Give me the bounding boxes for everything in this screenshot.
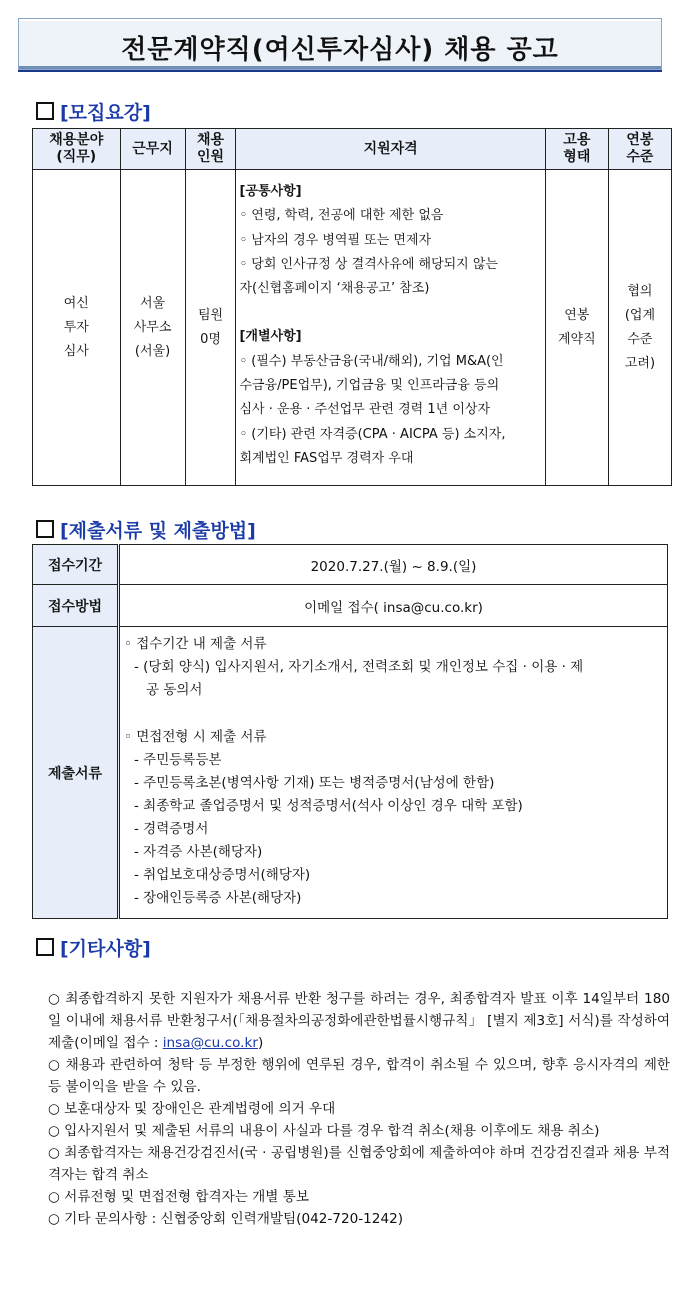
checkbox-square-icon <box>36 520 54 538</box>
cell-line: 형태 <box>563 149 591 165</box>
cell-line: 근무지 <box>132 140 173 157</box>
cell-line: (업계 <box>624 307 656 323</box>
docs-item: - 장애인등록증 사본(해당자) <box>134 890 302 906</box>
section-heading-text: [모집요강] <box>60 102 151 124</box>
section-heading-other <box>36 934 151 961</box>
cell-salary <box>608 170 671 486</box>
header-count <box>185 129 236 170</box>
header-location <box>120 129 185 170</box>
qualification-line: ◦ 당회 인사규정 상 결격사유에 해당되지 않는 <box>239 256 498 272</box>
cell-line: 수준 <box>626 149 654 165</box>
docs-item: - 주민등록등본 <box>134 752 222 768</box>
docs-item: - 주민등록초본(병역사항 기재) 또는 병적증명서(남성에 한함) <box>134 775 495 791</box>
docs-label: 제출서류 <box>33 627 119 919</box>
section-heading-recruitment <box>36 98 151 125</box>
checkbox-square-icon <box>36 938 54 956</box>
qualification-line: ◦ 남자의 경우 병역필 또는 면제자 <box>239 232 432 248</box>
note-item: ○ 최종합격자는 채용건강검진서(국 · 공립병원)를 신협중앙회에 제출하여야 하며 건강검진결과 채용 부적격자는 합격 취소 <box>48 1145 670 1183</box>
docs-item: - (당회 양식) 입사지원서, 자기소개서, 전력조회 및 개인정보 수집 · 이용 · 제 <box>134 659 584 675</box>
cell-line: 0명 <box>200 331 221 347</box>
cell-line: 지원자격 <box>363 140 418 157</box>
page-title: 전문계약직(여신투자심사) 채용 공고 <box>121 35 559 65</box>
cell-line: 채용분야 <box>49 132 104 148</box>
docs-group-title: ◦ 접수기간 내 제출 서류 <box>124 636 267 652</box>
title-banner <box>18 18 662 70</box>
docs-item: - 자격증 사본(해당자) <box>134 844 263 860</box>
cell-line: 팀원 <box>197 307 224 323</box>
cell-line: 수준 <box>627 331 653 347</box>
header-employment <box>545 129 608 170</box>
section-heading-documents <box>36 516 256 543</box>
cell-line: (직무) <box>56 149 97 165</box>
header-qualification <box>236 129 545 170</box>
docs-item: 공 동의서 <box>146 682 203 698</box>
cell-line: 계약직 <box>557 331 596 347</box>
note-text: ○ 최종합격하지 못한 지원자가 채용서류 반환 청구를 하려는 경우, 최종합격자 발표 이후 14일부터 180일 이내에 채용서류 반환청구서(「채용절차의공정화에관한법률시행규칙」 [별지 제3호] 서식)를 작성하여 제출(이메일 접수 : <box>48 991 670 1051</box>
documents-table <box>32 544 668 919</box>
qualification-line: ◦ (필수) 부동산금융(국내/해외), 기업 M&A(인 <box>239 353 504 369</box>
table-row <box>33 170 672 486</box>
cell-line: 인원 <box>197 149 225 165</box>
method-label: 접수방법 <box>33 585 119 627</box>
cell-line: 사무소 <box>133 319 172 335</box>
cell-line: 연봉 <box>626 132 654 148</box>
qualification-line: 회계법인 FAS업무 경력자 우대 <box>239 450 414 466</box>
note-item <box>48 988 670 1054</box>
docs-list <box>119 627 668 919</box>
common-title: [공통사항] <box>239 184 302 199</box>
section-heading-text: [기타사항] <box>60 938 151 960</box>
title-underline <box>18 70 662 72</box>
other-notes <box>48 988 670 1230</box>
spacer <box>239 301 542 325</box>
header-salary <box>608 129 671 170</box>
cell-qualification <box>236 170 545 486</box>
qualification-line: 수금융/PE업무), 기업금융 및 인프라금융 등의 <box>239 378 500 394</box>
cell-line: 연봉 <box>564 307 590 323</box>
qualification-line: 자(신협홈페이지 ‘채용공고’ 참조) <box>239 281 430 297</box>
docs-group-title: ◦ 면접전형 시 제출 서류 <box>124 729 267 745</box>
qualification-line: ◦ 연령, 학력, 전공에 대한 제한 없음 <box>239 208 444 224</box>
docs-item: - 경력증명서 <box>134 821 209 837</box>
cell-line: 협의 <box>627 283 653 299</box>
cell-line: 투자 <box>63 319 89 335</box>
cell-line: 고려) <box>624 355 656 371</box>
qualification-line: 심사 · 운용 · 주선업무 관련 경력 1년 이상자 <box>239 402 491 418</box>
cell-line: 고용 <box>563 132 591 148</box>
cell-employment <box>545 170 608 486</box>
docs-item: - 최종학교 졸업증명서 및 성적증명서(석사 이상인 경우 대학 포함) <box>134 798 523 814</box>
table-row <box>33 585 668 627</box>
note-list <box>48 1054 670 1230</box>
cell-line: (서울) <box>134 343 171 359</box>
note-item: ○ 기타 문의사항 : 신협중앙회 인력개발팀(042-720-1242) <box>48 1211 404 1227</box>
cell-line: 여신 <box>63 295 89 311</box>
section-heading-text: [제출서류 및 제출방법] <box>60 520 256 542</box>
note-item: ○ 입사지원서 및 제출된 서류의 내용이 사실과 다를 경우 합격 취소(채용 이후에도 채용 취소) <box>48 1123 600 1139</box>
note-item: ○ 채용과 관련하여 청탁 등 부정한 행위에 연루된 경우, 합격이 취소될 수 있으며, 향후 응시자격의 제한 등 불이익을 받을 수 있음. <box>48 1057 670 1095</box>
cell-line: 서울 <box>139 295 166 311</box>
email-link[interactable]: insa@cu.co.kr <box>162 1035 258 1051</box>
cell-line: 채용 <box>197 132 225 148</box>
individual-list <box>239 350 542 471</box>
checkbox-square-icon <box>36 102 54 120</box>
note-text: ) <box>257 1035 264 1051</box>
common-list <box>239 204 542 301</box>
header-field <box>33 129 121 170</box>
spacer <box>124 702 659 726</box>
cell-field <box>33 170 121 486</box>
individual-title: [개별사항] <box>239 329 302 345</box>
period-label: 접수기간 <box>33 545 119 585</box>
note-item: ○ 서류전형 및 면접전형 합격자는 개별 통보 <box>48 1189 310 1205</box>
cell-count <box>185 170 236 486</box>
docs-item: - 취업보호대상증명서(해당자) <box>134 867 311 883</box>
table-row <box>33 545 668 585</box>
recruitment-table <box>32 128 672 486</box>
table-header-row <box>33 129 672 170</box>
table-row <box>33 627 668 919</box>
note-item: ○ 보훈대상자 및 장애인은 관계법령에 의거 우대 <box>48 1101 336 1117</box>
period-value: 2020.7.27.(월) ~ 8.9.(일) <box>119 545 668 585</box>
cell-location <box>120 170 185 486</box>
qualification-line: ◦ (기타) 관련 자격증(CPA · AICPA 등) 소지자, <box>239 426 506 442</box>
cell-line: 심사 <box>63 343 89 359</box>
method-value: 이메일 접수( insa@cu.co.kr) <box>119 585 668 627</box>
